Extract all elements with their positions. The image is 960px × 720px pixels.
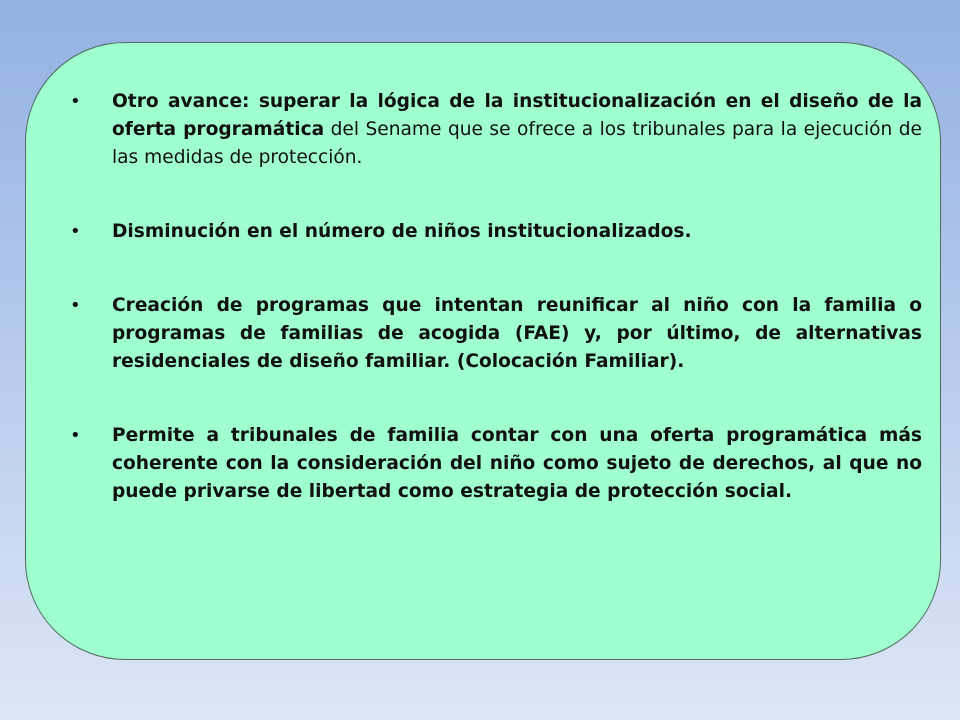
bullet-text: Creación de programas que intentan reunificar al niño con la familia o programas de familias de acogida (FAE) y, por último, de alternativas residenciales de diseño familiar. (Colocación Familiar). [112,295,922,372]
bullet-dot-icon: • [70,295,81,316]
bullet-list [70,88,922,552]
bullet-dot-icon: • [70,91,81,112]
bullet-text: Disminución en el número de niños institucionalizados. [112,221,692,242]
bullet-item [70,422,922,506]
bullet-item [70,292,922,376]
bullet-dot-icon: • [70,221,81,242]
bullet-dot-icon: • [70,425,81,446]
bullet-text-normal: del Sename que se ofrece a los tribunales para la ejecución de las medidas de protección. [112,119,922,168]
bullet-text-bold: Otro avance: superar la lógica de la institucionalización en el diseño de la oferta programática [112,91,922,140]
bullet-text: Permite a tribunales de familia contar con una oferta programática más coherente con la consideración del niño como sujeto de derechos, al que no puede privarse de libertad como estrategia de protección social. [112,425,922,502]
bullet-item [70,88,922,172]
bullet-item [70,218,922,246]
